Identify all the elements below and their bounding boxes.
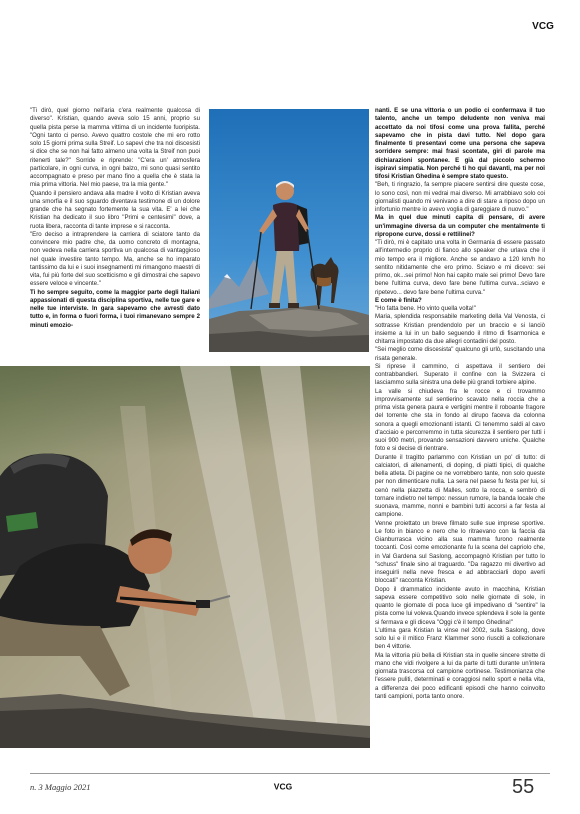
- footer-issue: n. 3 Maggio 2021: [30, 782, 91, 792]
- interview-question: nanti. E se una vittoria o un podio ci confermava il tuo talento, anche un tempo deludente non veniva mai accettato da noi tifosi come una prova fallita, perché sapevamo che in pista davi tutto. Nel dopo gara finalmente ti presentavi come una persona che sapeva sorridere sempre: mai frasi scontate, giri di parole ma dichiarazioni spontanee. E già dal piccolo schermo ispiravi simpatia. Non perché ti ho qui davanti, ma per noi tifosi Kristian Ghedina è sempre stato questo.: [375, 107, 545, 180]
- paragraph: Durante il tragitto parlammo con Kristian un po' di tutto: di calciatori, di allenamenti, di doping, di piatti tipici, di qualche bella atleta. Di pagine ce ne vorrebbero tante, non solo queste per non dimenticare nulla. La sera nel paese fu festa per lui, si cenò nella piazzetta di Malles, sotto la rocca, e sembrò di tornare indietro nel tempo: nessun rumore, la banda locale che suonava, mamme, nonni e bambini tutti accorsi a far festa al campione.: [375, 453, 545, 519]
- paragraph: Si riprese il cammino, ci aspettava il sentiero dei contrabbandieri. Superato il confine con la Svizzera ci lasciammo sulla sinistra una delle più grandi torbiere alpine.: [375, 362, 545, 387]
- footer-divider: [30, 773, 550, 774]
- paragraph: "Beh, ti ringrazio, fa sempre piacere sentirsi dire queste cose, lo sono così, non mi vedrai mai diverso. Mi arrabbiavo solo coi giornalisti quando mi venivano a dire di stare a riposo dopo un infortunio mentre io avevo voglia di gareggiare di nuovo.": [375, 181, 545, 213]
- article-column-right: [375, 107, 545, 701]
- page-number: 55: [512, 776, 535, 798]
- paragraph: "Ero deciso a intraprendere la carriera di sciatore tanto da convincere mio padre che, da uomo concreto di montagna, non vedeva nella carriera sportiva un qualcosa di vantaggioso nel quale investire tanto tempo. Ma, anche se ho imparato tantissimo da lui e i suoi insegnamenti mi rimangono maestri di vita, fui più forte del suo scetticismo e gli dimostrai che sapevo essere veloce e vincente.": [30, 230, 200, 288]
- interview-question: Ma in quel due minuti capita di pensare, di avere un'immagine diversa da un computer che mentalmente ti ripropone curve, dossi e rettilinei?: [375, 214, 545, 238]
- interview-question: E come è finita?: [375, 296, 422, 304]
- article-column-left: [30, 107, 200, 330]
- interview-question: Ti ho sempre seguito, come la maggior parte degli Italiani appassionati di questa disciplina sportiva, nelle tue gare e nelle tue interviste. In gara sapevamo che avresti dato tutto e, in forma o fuori forma, i tuoi rimanevano sempre 2 minuti emozio-: [30, 288, 200, 329]
- vcg-logo-footer: [273, 781, 293, 792]
- paragraph: "Ti dirò, quel giorno nell'aria c'era realmente qualcosa di diverso". Kristian, quando aveva solo 15 anni, proprio su quella pista perse la mamma vittima di un incidente fuoripista. "Ogni tanto ci penso. Avevo quattro costole che mi ero rotto solo 15 giorni prima sulla Streif. Lo sapevi che tra noi discesisti si dice che se non hai fatto almeno una volta la Streif non puoi ritenerti tale?" Sorride e riprende: "C'era un' atmosfera particolare, in ogni curva, in ogni balzo, mi sono quasi sentito accompagnato e preso per mano fino a quella che è stata la mia prima vittoria. Nel mio paese, tra la mia gente.": [30, 107, 200, 189]
- paragraph: Quando il pensiero andava alla madre il volto di Kristian aveva una smorfia e il suo sguardo diventava testimone di un dolore grande che ha segnato fortemente la sua vita. E' a lei che Kristian ha dedicato il suo libro "Primi e centesimi" dove, a ruota libera, racconta di tante imprese e si racconta.: [30, 189, 200, 230]
- svg-text:VCG: VCG: [273, 781, 293, 792]
- paragraph: Ma la vittoria più bella di Kristian sta in quelle sincere strette di mano che vidi rivolgere a lui da parte di tutti durante un'intera giornata trascorsa col campione cortinese. Testimonianza che l'essere puliti, determinati e coraggiosi nello sport e nella vita, a differenza dei poco edificanti episodi che hanno coinvolto tanti campioni, porta tanto onore.: [375, 651, 545, 700]
- paragraph: "Ti dirò, mi è capitato una volta in Germania di essere passato all'intermedio proprio di fianco allo speaker che urlava che il mio tempo era il migliore. Anche se andavo a 120 km/h ho sentito nitidamente che ero primo. Sciavo e mi dicevo: sei primo, ok...sei primo! Non hai capito male sei primo! Devo fare bene l'ultima curva, devo fare bene l'ultima curva...sciavo e ripetevo... devo fare bene l'ultima curva.": [375, 239, 545, 296]
- paragraph: "Ho fatta bene. Ho vinto quella volta!": [375, 305, 476, 312]
- paragraph: Dopo il drammatico incidente avuto in macchina, Kristian sapeva essere competitivo solo nelle giornate di sole, in quanto le giornate di poca luce gli impedivano di "sentire" la pista come lui voleva.Quando invece splendeva il sole la gente si fermava e gli diceva "Oggi c'è il tempo Ghedina!": [375, 585, 545, 626]
- paragraph: L'ultima gara Kristian la vinse nel 2002, sulla Saslong, dove solo lui e il mitico Franz Klammer sono riusciti a collezionare ben 4 vittorie.: [375, 626, 545, 651]
- photo-hiker-crouching: [0, 366, 370, 748]
- svg-text:VCG: VCG: [532, 21, 554, 32]
- paragraph: Venne proiettato un breve filmato sulle sue imprese sportive. Le foto in bianco e nero che lo ritraevano con la faccia da Gianburrasca vicino alla sua mamma furono realmente toccanti. Così come emozionante fu la scena del capriolo che, in Val Gardena sul Saslong, accompagnò Kristian per tutto lo "schuss" finale sino al traguardo. "Da ragazzo mi divertivo ad inseguirli nella neve fresca e ad abbracciarli dopo averli bloccati" racconta Kristian.: [375, 519, 545, 585]
- paragraph: "Sei meglio come discesista" qualcuno gli urlò, suscitando una risata generale.: [375, 346, 545, 362]
- paragraph: Maria, splendida responsabile marketing della Val Venosta, ci sottrasse Kristian prendendolo per un braccio e si lanciò insieme a lui in un ballo seguendo il ritmo di fisarmonica e chitarra impostato da due allegri contadini del posto.: [375, 313, 545, 345]
- photo-hiker-with-dog: [209, 109, 369, 352]
- paragraph: La valle si chiudeva fra le rocce e ci trovammo improvvisamente sul sentierino scavato nella roccia che a prima vista genera paura e vertigini mentre il roboante fragore del torrente che sta in fondo al dirupo faceva da colonna sonora a quegli emozionanti istanti. Ci tenemmo saldi al cavo d'acciaio e percorremmo in tutta sicurezza il sentiero per tutti i suoi 900 metri, provando sensazioni davvero uniche. Qualche foto e si decise di rientrare.: [375, 387, 545, 453]
- vcg-logo: [534, 19, 552, 31]
